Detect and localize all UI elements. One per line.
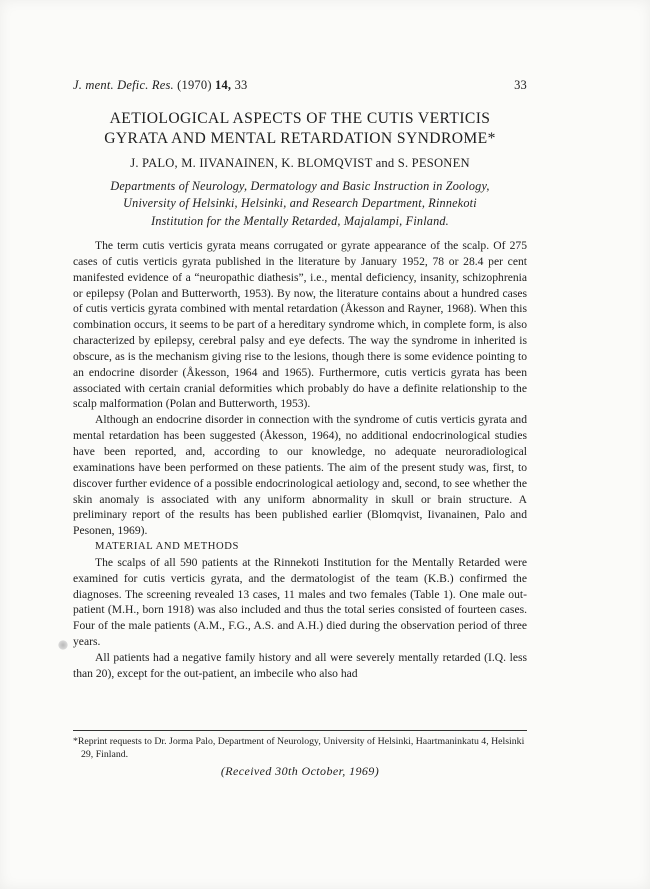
journal-name: J. ment. Defic. Res. <box>73 78 174 92</box>
title-line-2: GYRATA AND MENTAL RETARDATION SYNDROME* <box>104 130 496 147</box>
journal-volume: 14, <box>215 78 232 92</box>
affiliation-line-2: University of Helsinki, Helsinki, and Research Department, Rinnekoti <box>123 196 477 211</box>
intro-paragraph-2: Although an endocrine disorder in connection with the syndrome of cutis verticis gyrata and mental retardation has been suggested (Åkesson, 1964), no additional endocrinological studies have been reported, and, according to our knowledge, no adequate neuroradiological examinations have been performed on these patients. The aim of the present study was, first, to discover further evidence of a possible endocrinological aetiology and, second, to see whether the skin anomaly is associated with any uniform abnormality in skull or brain structure. A preliminary report of the results has been published earlier (Blomqvist, Iivanainen, Palo and Pesonen, 1969). <box>73 413 527 538</box>
footnote-text: *Reprint requests to Dr. Jorma Palo, Department of Neurology, University of Helsinki, Haartmaninkatu 4, Helsinki 29, Finland. <box>73 736 525 760</box>
scan-smudge <box>58 640 68 650</box>
running-head <box>73 78 527 93</box>
affiliation-line-3: Institution for the Mentally Retarded, Majalampi, Finland. <box>151 213 449 228</box>
journal-year: (1970) <box>177 78 212 92</box>
affiliation <box>73 178 527 230</box>
received-date: (Received 30th October, 1969) <box>220 764 380 778</box>
author-list: J. PALO, M. IIVANAINEN, K. BLOMQVIST and S. PESONEN <box>130 156 470 170</box>
article-title <box>73 109 527 149</box>
methods-paragraph-2: All patients had a negative family history and all were severely mentally retarded (I.Q. less than 20), except for the out-patient, an imbecile who also had <box>73 650 527 680</box>
footnote-rule <box>73 730 527 731</box>
section-heading: MATERIAL AND METHODS <box>95 541 240 553</box>
page-number: 33 <box>514 78 527 92</box>
footnote <box>73 736 527 761</box>
article-body <box>73 238 527 682</box>
journal-pages: 33 <box>234 78 248 92</box>
title-line-1: AETIOLOGICAL ASPECTS OF THE CUTIS VERTICIS <box>109 110 491 127</box>
intro-paragraph-1: The term cutis verticis gyrata means corrugated or gyrate appearance of the scalp. Of 275 cases of cutis verticis gyrata published in the literature by January 1952, 78 or 28.4 per cent manifested evidence of a “neuropathic diathesis”, i.e., mental deficiency, insanity, schizophrenia or epilepsy (Polan and Butterworth, 1953). By now, the literature contains about a hundred cases of cutis verticis gyrata combined with mental retardation (Åkesson and Rayner, 1968). When this combination occurs, it seems to be part of a hereditary syndrome which, in complete form, is also characterized by epilepsy, cerebral palsy and eye defects. The way the syndrome in inherited is obscure, as is the mechanism giving rise to the lesions, though there is some evidence pointing to an endocrine disorder (Åkesson, 1964 and 1965). Furthermore, cutis verticis gyrata has been associated with certain cranial deformities which probably do have a definite relationship to the scalp malformation (Polan and Butterworth, 1953). <box>73 239 527 411</box>
methods-paragraph-1: The scalps of all 590 patients at the Rinnekoti Institution for the Mentally Retarded were examined for cutis verticis gyrata, and the dermatologist of the team (K.B.) confirmed the diagnoses. The screening revealed 13 cases, 11 males and two females (Table 1). One male out-patient (M.H., born 1918) was also included and thus the total series consisted of fourteen cases. Four of the male patients (A.M., F.G., A.S. and A.H.) died during the observation period of three years. <box>73 555 527 649</box>
affiliation-line-1: Departments of Neurology, Dermatology and Basic Instruction in Zoology, <box>110 179 490 193</box>
